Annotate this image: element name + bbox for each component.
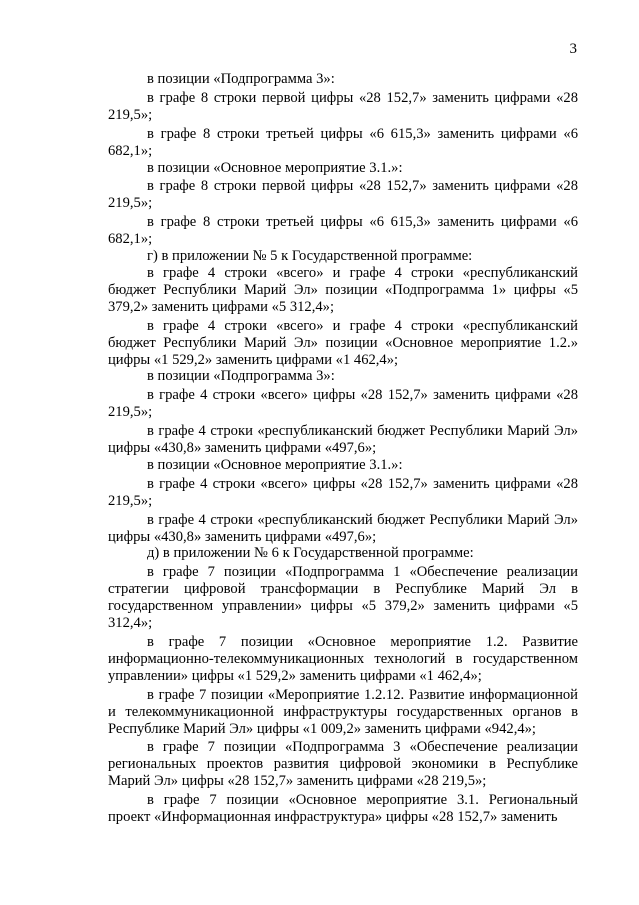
paragraph: в графе 4 строки «всего» цифры «28 152,7» заменить цифрами «28 219,5»; [108, 387, 578, 421]
paragraph: в графе 7 позиции «Подпрограмма 3 «Обеспечение реализации региональных проектов развития цифровой экономики в Республике Марий Эл» цифры «28 152,7» заменить цифрами «28 219,5»; [108, 739, 578, 790]
paragraph: в позиции «Подпрограмма 3»: [147, 368, 335, 385]
paragraph: в графе 4 строки «всего» и графе 4 строки «республиканский бюджет Республики Марий Эл» позиции «Основное мероприятие 1.2.» цифры «1 529,2» заменить цифрами «1 462,4»; [108, 317, 578, 368]
paragraph: в графе 7 позиции «Основное мероприятие 1.2. Развитие информационно-телекоммуникационных технологий в государственном управлении» цифры «1 529,2» заменить цифрами «1 462,4»; [108, 634, 578, 684]
paragraph: в позиции «Основное мероприятие 3.1.»: [147, 159, 403, 176]
paragraph: в графе 8 строки третьей цифры «6 615,3» заменить цифрами «6 682,1»; [108, 214, 578, 248]
paragraph: в графе 8 строки первой цифры «28 152,7» заменить цифрами «28 219,5»; [108, 178, 578, 212]
paragraph: в графе 4 строки «всего» цифры «28 152,7» заменить цифрами «28 219,5»; [108, 475, 578, 509]
paragraph: в графе 8 строки первой цифры «28 152,7» заменить цифрами «28 219,5»; [108, 89, 578, 123]
paragraph: в графе 4 строки «республиканский бюджет Республики Марий Эл» цифры «430,8» заменить цифрами «497,6»; [108, 423, 578, 457]
paragraph: в графе 4 строки «республиканский бюджет Республики Марий Эл» цифры «430,8» заменить цифрами «497,6»; [108, 511, 578, 545]
document-body [108, 71, 578, 826]
page-number: 3 [569, 41, 577, 57]
paragraph: г) в приложении № 5 к Государственной программе: [147, 248, 473, 265]
paragraph: в позиции «Основное мероприятие 3.1.»: [147, 456, 403, 473]
paragraph: в графе 7 позиции «Подпрограмма 1 «Обеспечение реализации стратегии цифровой трансформации в Республике Марий Эл в государственном управлении» цифры «5 379,2» заменить цифрами «5 312,4»; [108, 564, 578, 632]
paragraph: в графе 7 позиции «Мероприятие 1.2.12. Развитие информационной и телекоммуникационной инфраструктуры государственных органов в Республике Марий Эл» цифры «1 009,2» заменить цифрами «942,4»; [108, 686, 578, 737]
paragraph: в графе 4 строки «всего» и графе 4 строки «республиканский бюджет Республики Марий Эл» позиции «Подпрограмма 1» цифры «5 379,2» заменить цифрами «5 312,4»; [108, 264, 578, 315]
paragraph: в графе 7 позиции «Основное мероприятие 3.1. Региональный проект «Информационная инфраструктура» цифры «28 152,7» заменить [108, 792, 578, 826]
paragraph: в позиции «Подпрограмма 3»: [147, 71, 335, 87]
paragraph: д) в приложении № 6 к Государственной программе: [147, 545, 474, 562]
paragraph: в графе 8 строки третьей цифры «6 615,3» заменить цифрами «6 682,1»; [108, 125, 578, 159]
